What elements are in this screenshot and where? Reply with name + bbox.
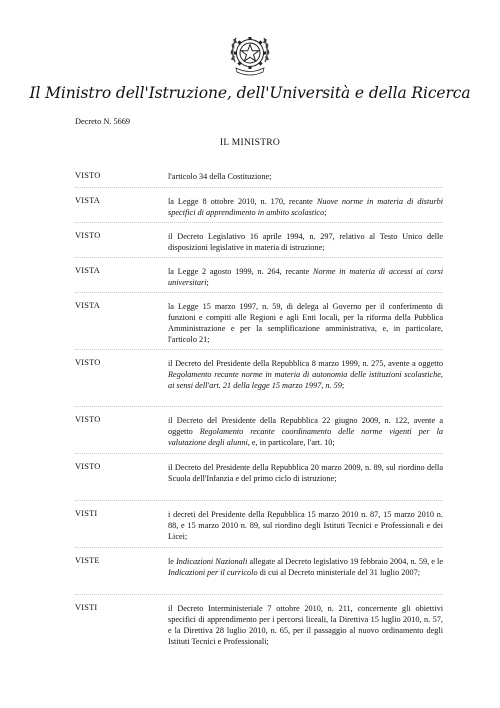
recital-text: la Legge 15 marzo 1997, n. 59, di delega al Governo per il conferimento di funzioni e compiti alle Regioni e agli Enti locali, per la riforma della Pubblica Amministrazione e per la semplificazione amministrativa, e, in particolare, l'articolo 21; — [168, 302, 443, 344]
separator — [75, 187, 443, 188]
separator — [75, 406, 443, 407]
recital-label: VISTO — [75, 415, 101, 424]
recital-text: il Decreto del Presidente della Repubblica 20 marzo 2009, n. 89, sul riordino della Scuola dell'Infanzia e del primo ciclo di istruzione; — [168, 463, 443, 483]
italian-republic-emblem-icon — [225, 29, 275, 79]
separator — [75, 349, 443, 350]
separator — [75, 453, 443, 454]
recital-text: il Decreto Interministeriale 7 ottobre 2010, n. 211, concernente gli obiettivi specifici di apprendimento per i percorsi liceali, la Direttiva 15 luglio 2010, n. 57, e la Direttiva 28 luglio 2010, n. 65, per il passaggio al nuovo ordinamento degli Istituti Tecnici e Professionali; — [168, 604, 443, 646]
recital-label: VISTO — [75, 171, 101, 180]
recital-text: l'articolo 34 della Costituzione; — [168, 172, 272, 181]
recital-label: VISTO — [75, 462, 101, 471]
recital-text: la Legge 8 ottobre 2010, n. 170, recante Nuove norme in materia di disturbi specifici di apprendimento in ambito scolastico; — [168, 197, 444, 217]
recital-label: VISTA — [75, 266, 100, 275]
ministry-title: Il Ministro dell'Istruzione, dell'Università e della Ricerca — [29, 84, 471, 102]
separator — [75, 547, 443, 548]
separator — [75, 292, 443, 293]
recital-label: VISTI — [75, 603, 98, 612]
recital-label: VISTE — [75, 556, 100, 565]
recital-text: le Indicazioni Nazionali allegate al Decreto legislativo 19 febbraio 2004, n. 59, e le Indicazioni per il curricolo di cui al Decreto ministeriale del 31 luglio 2007; — [168, 557, 443, 577]
separator — [75, 594, 443, 595]
decree-number: Decreto N. 5669 — [75, 117, 131, 126]
recital-text: i decreti del Presidente della Repubblica 15 marzo 2010 n. 87, 15 marzo 2010 n. 88, e 15 marzo 2010 n. 89, sul riordino degli Istituti Tecnici e Professionali e dei Licei; — [168, 510, 443, 541]
recital-text: il Decreto del Presidente della Repubblica 8 marzo 1999, n. 275, avente a oggetto Regolamento recante norme in materia di autonomia delle istituzioni scolastiche, ai sensi dell'art. 21 della legge 15 marzo 1997, n. 59; — [168, 359, 443, 390]
recital-label: VISTO — [75, 231, 101, 240]
separator — [75, 500, 443, 501]
recital-text: la Legge 2 agosto 1999, n. 264, recante Norme in materia di accessi ai corsi universitari; — [168, 267, 443, 287]
recital-label: VISTA — [75, 196, 100, 205]
recital-label: VISTI — [75, 509, 98, 518]
recital-label: VISTA — [75, 301, 100, 310]
document-heading: IL MINISTRO — [219, 138, 281, 148]
recital-label: VISTO — [75, 358, 101, 367]
recital-text: il Decreto del Presidente della Repubblica 22 giugno 2009, n. 122, avente a oggetto Regolamento recante coordinamento delle norme vigenti per la valutazione degli alunni, e, in particolare, l'art. 10; — [168, 416, 443, 447]
recital-text: il Decreto Legislativo 16 aprile 1994, n. 297, relativo al Testo Unico delle disposizioni legislative in materia di istruzione; — [168, 232, 443, 252]
separator — [75, 222, 443, 223]
separator — [75, 257, 443, 258]
